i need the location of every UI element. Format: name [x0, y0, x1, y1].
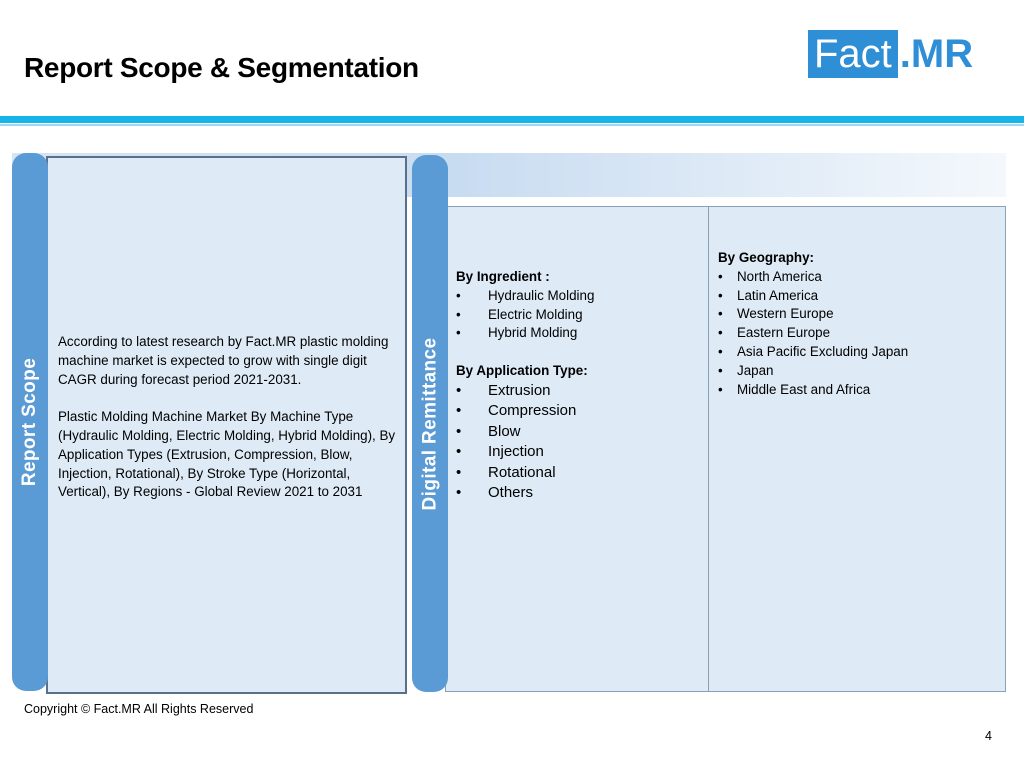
list-item-label: Hybrid Molding [488, 325, 578, 341]
header-divider-thin [0, 124, 1024, 126]
list-item-label: Eastern Europe [737, 325, 831, 341]
geography-list [718, 268, 1003, 400]
list-item [718, 381, 1003, 400]
application-heading: By Application Type: [456, 363, 588, 378]
list-item-label: Middle East and Africa [737, 381, 871, 397]
list-item [456, 442, 706, 463]
bullet-icon: • [456, 422, 462, 440]
bullet-icon: • [456, 325, 461, 341]
list-item [456, 324, 706, 343]
bullet-icon: • [456, 402, 462, 420]
bullet-icon: • [456, 463, 462, 481]
list-item-label: Others [488, 484, 534, 502]
list-item [718, 324, 1003, 343]
list-item-label: Latin America [737, 287, 819, 303]
bullet-icon: • [718, 362, 723, 378]
list-item-label: Electric Molding [488, 306, 583, 322]
page-number: 4 [985, 729, 992, 743]
report-scope-tab-label: Report Scope [19, 357, 41, 487]
bullet-icon: • [718, 381, 723, 397]
bullet-icon: • [718, 343, 723, 359]
list-item-label: Japan [737, 362, 774, 378]
list-item [718, 362, 1003, 381]
bullet-icon: • [456, 443, 462, 461]
list-item [456, 381, 706, 402]
list-item [718, 305, 1003, 324]
header-divider-thick [0, 116, 1024, 123]
application-segment [456, 362, 706, 504]
list-item [456, 483, 706, 504]
list-item-label: North America [737, 268, 822, 284]
list-item-label: Extrusion [488, 381, 551, 399]
factmr-logo [808, 30, 973, 78]
report-scope-text [58, 333, 398, 502]
ingredient-heading: By Ingredient : [456, 269, 550, 284]
list-item-label: Compression [488, 402, 577, 420]
bullet-icon: • [718, 325, 723, 341]
bullet-icon: • [456, 381, 462, 399]
bullet-icon: • [456, 287, 461, 303]
list-item [718, 268, 1003, 287]
list-item [718, 287, 1003, 306]
list-item [456, 306, 706, 325]
geography-heading: By Geography: [718, 250, 814, 265]
ingredient-segment [456, 268, 706, 343]
list-item-label: Asia Pacific Excluding Japan [737, 343, 909, 359]
digital-remittance-tab-label: Digital Remittance [419, 337, 440, 510]
scope-paragraph-2: Plastic Molding Machine Market By Machine Type (Hydraulic Molding, Electric Molding, Hybrid Molding), By Application Types (Extrusion, Compression, Blow, Injection, Rotational), By Stroke Type (Horizontal, Vertical), By Regions - Global Review 2021 to 2031 [58, 409, 396, 500]
list-item [456, 287, 706, 306]
bullet-icon: • [718, 287, 723, 303]
logo-box-text: Fact [808, 30, 898, 78]
scope-paragraph-1: According to latest research by Fact.MR plastic molding machine market is expected to grow with single digit CAGR during forecast period 2021-2031. [58, 334, 389, 387]
list-item-label: Injection [488, 443, 544, 461]
copyright-notice: Copyright © Fact.MR All Rights Reserved [24, 702, 254, 716]
report-scope-tab [12, 153, 48, 691]
list-item [718, 343, 1003, 362]
logo-suffix-text: .MR [899, 32, 974, 76]
bullet-icon: • [456, 306, 461, 322]
geography-segment [718, 249, 1003, 399]
bullet-icon: • [718, 268, 723, 284]
list-item-label: Western Europe [737, 306, 834, 322]
list-item-label: Rotational [488, 463, 556, 481]
application-list [456, 381, 706, 504]
list-item-label: Hydraulic Molding [488, 287, 595, 303]
ingredient-list [456, 287, 706, 343]
list-item [456, 401, 706, 422]
bullet-icon: • [718, 306, 723, 322]
digital-remittance-tab [412, 155, 448, 692]
bullet-icon: • [456, 484, 462, 502]
list-item [456, 422, 706, 443]
list-item [456, 463, 706, 484]
list-item-label: Blow [488, 422, 521, 440]
slide-title: Report Scope & Segmentation [24, 52, 419, 83]
